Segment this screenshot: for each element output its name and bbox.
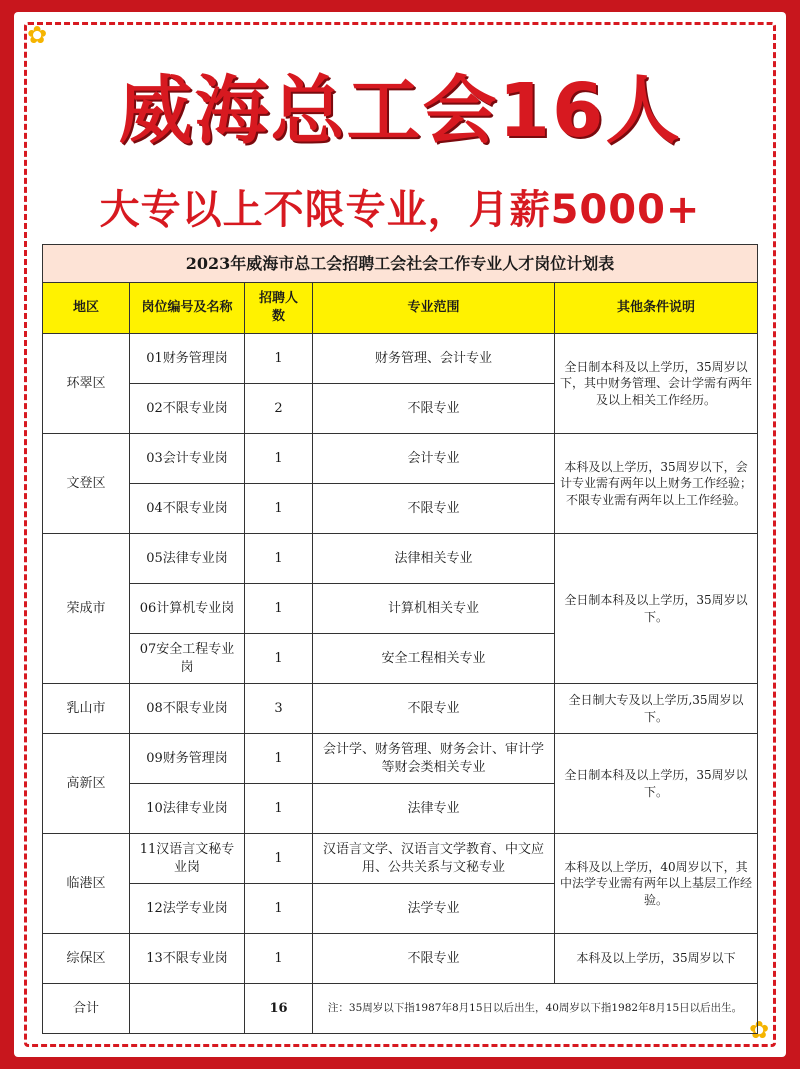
count-cell: 1 — [245, 784, 313, 834]
conditions-cell: 全日制本科及以上学历，35周岁以下。 — [555, 734, 758, 834]
header-count: 招聘人数 — [245, 283, 313, 334]
post-cell: 06计算机专业岗 — [130, 584, 245, 634]
post-cell: 05法律专业岗 — [130, 534, 245, 584]
count-cell: 1 — [245, 834, 313, 884]
district-cell: 综保区 — [43, 934, 130, 984]
major-cell: 不限专业 — [313, 934, 555, 984]
major-cell: 法律专业 — [313, 784, 555, 834]
table-row — [43, 734, 758, 784]
table-caption: 2023年威海市总工会招聘工会社会工作专业人才岗位计划表 — [43, 245, 758, 283]
table-header-row — [43, 283, 758, 334]
total-note: 注：35周岁以下指1987年8月15日以后出生，40周岁以下指1982年8月15日以后出生。 — [313, 984, 758, 1034]
major-cell: 财务管理、会计专业 — [313, 334, 555, 384]
flower-icon: ✿ — [26, 21, 48, 49]
table-row — [43, 534, 758, 584]
header-conditions: 其他条件说明 — [555, 283, 758, 334]
post-cell: 04不限专业岗 — [130, 484, 245, 534]
major-cell: 法学专业 — [313, 884, 555, 934]
post-cell: 12法学专业岗 — [130, 884, 245, 934]
table-row — [43, 434, 758, 484]
post-cell: 13不限专业岗 — [130, 934, 245, 984]
major-cell: 安全工程相关专业 — [313, 634, 555, 684]
header-major: 专业范围 — [313, 283, 555, 334]
count-cell: 1 — [245, 934, 313, 984]
count-cell: 1 — [245, 484, 313, 534]
district-cell: 临港区 — [43, 834, 130, 934]
count-cell: 1 — [245, 434, 313, 484]
table-caption-row — [43, 245, 758, 283]
table-row — [43, 334, 758, 384]
post-cell: 07安全工程专业岗 — [130, 634, 245, 684]
district-cell: 环翠区 — [43, 334, 130, 434]
post-cell: 11汉语言文秘专业岗 — [130, 834, 245, 884]
major-cell: 会计学、财务管理、财务会计、审计学等财会类相关专业 — [313, 734, 555, 784]
table-row — [43, 934, 758, 984]
conditions-cell: 本科及以上学历，40周岁以下，其中法学专业需有两年以上基层工作经验。 — [555, 834, 758, 934]
count-cell: 1 — [245, 534, 313, 584]
post-cell: 02不限专业岗 — [130, 384, 245, 434]
recruitment-plan-table — [42, 244, 758, 1034]
conditions-cell: 本科及以上学历，35周岁以下 — [555, 934, 758, 984]
total-row — [43, 984, 758, 1034]
major-cell: 不限专业 — [313, 484, 555, 534]
total-label: 合计 — [43, 984, 130, 1034]
total-count: 16 — [245, 984, 313, 1034]
count-cell: 1 — [245, 734, 313, 784]
post-cell: 09财务管理岗 — [130, 734, 245, 784]
count-cell: 2 — [245, 384, 313, 434]
table-row — [43, 834, 758, 884]
post-cell: 01财务管理岗 — [130, 334, 245, 384]
header-district: 地区 — [43, 283, 130, 334]
major-cell: 汉语言文学、汉语言文学教育、中文应用、公共关系与文秘专业 — [313, 834, 555, 884]
count-cell: 1 — [245, 884, 313, 934]
count-cell: 1 — [245, 584, 313, 634]
conditions-cell: 本科及以上学历，35周岁以下，会计专业需有两年以上财务工作经验；不限专业需有两年以上工作经验。 — [555, 434, 758, 534]
flower-icon: ✿ — [748, 1016, 770, 1044]
major-cell: 不限专业 — [313, 684, 555, 734]
district-cell: 乳山市 — [43, 684, 130, 734]
conditions-cell: 全日制大专及以上学历,35周岁以下。 — [555, 684, 758, 734]
district-cell: 荣成市 — [43, 534, 130, 684]
count-cell: 1 — [245, 334, 313, 384]
district-cell: 高新区 — [43, 734, 130, 834]
district-cell: 文登区 — [43, 434, 130, 534]
total-empty — [130, 984, 245, 1034]
major-cell: 不限专业 — [313, 384, 555, 434]
count-cell: 3 — [245, 684, 313, 734]
major-cell: 会计专业 — [313, 434, 555, 484]
post-cell: 10法律专业岗 — [130, 784, 245, 834]
post-cell: 03会计专业岗 — [130, 434, 245, 484]
header-post: 岗位编号及名称 — [130, 283, 245, 334]
subheadline: 大专以上不限专业，月薪5000+ — [99, 187, 701, 233]
conditions-cell: 全日制本科及以上学历，35周岁以下。 — [555, 534, 758, 684]
headline: 威海总工会16人 — [118, 68, 682, 154]
conditions-cell: 全日制本科及以上学历，35周岁以下，其中财务管理、会计学需有两年及以上相关工作经历。 — [555, 334, 758, 434]
post-cell: 08不限专业岗 — [130, 684, 245, 734]
table-row — [43, 684, 758, 734]
count-cell: 1 — [245, 634, 313, 684]
major-cell: 法律相关专业 — [313, 534, 555, 584]
major-cell: 计算机相关专业 — [313, 584, 555, 634]
